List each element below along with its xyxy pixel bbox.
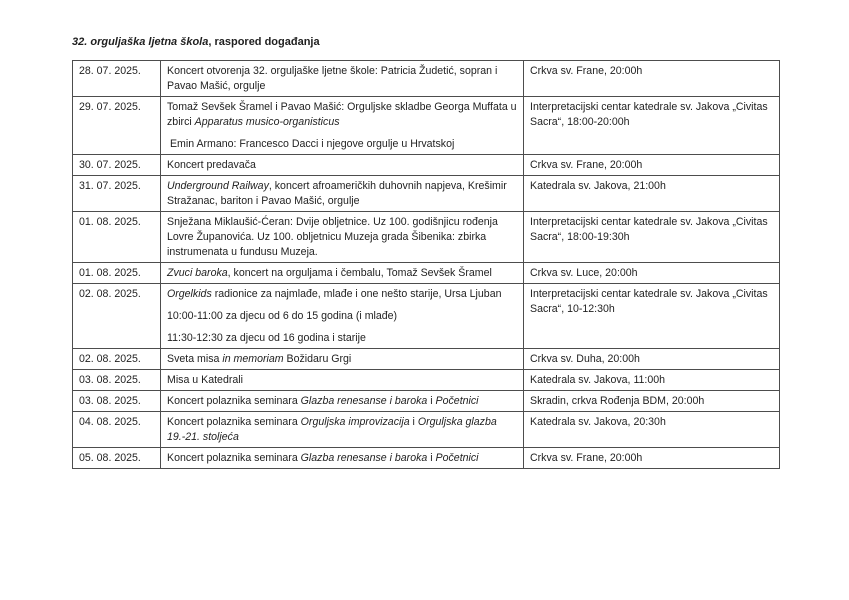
- description-cell: [161, 349, 524, 370]
- location-cell: Crkva sv. Frane, 20:00h: [524, 448, 780, 469]
- description-paragraph: [167, 415, 517, 445]
- description-paragraph: [167, 451, 517, 466]
- table-row: [73, 412, 780, 448]
- description-text: Koncert polaznika seminara: [167, 416, 301, 428]
- page-title-rest: , raspored događanja: [208, 36, 320, 48]
- location-cell: Interpretacijski centar katedrale sv. Jakova „Civitas Sacra“, 18:00-20:00h: [524, 97, 780, 155]
- table-row: [73, 263, 780, 284]
- date-cell: 01. 08. 2025.: [73, 263, 161, 284]
- description-paragraph: [167, 100, 520, 130]
- date-cell: 02. 08. 2025.: [73, 349, 161, 370]
- description-paragraph: [167, 309, 517, 324]
- description-text: Snježana Miklaušić-Ćeran: Dvije obljetnice. Uz 100. godišnjicu rođenja Lovre Županovića. Uz 100. obljetnicu Muzeja grada Šibenika: zbirka instrumenata u fundusu Muzeja.: [167, 216, 501, 258]
- description-italic-text: Orguljska glazba 19.-21. stoljeća: [167, 416, 500, 443]
- description-cell: [161, 448, 524, 469]
- date-cell: 31. 07. 2025.: [73, 176, 161, 212]
- table-row: [73, 370, 780, 391]
- description-cell: [161, 97, 524, 155]
- description-text: Sveta misa: [167, 353, 223, 365]
- description-text: i: [409, 416, 418, 428]
- table-row: [73, 391, 780, 412]
- location-cell: Interpretacijski centar katedrale sv. Jakova „Civitas Sacra“, 10-12:30h: [524, 284, 780, 349]
- description-cell: [161, 284, 524, 349]
- description-text: , koncert na orguljama i čembalu, Tomaž Sevšek Šramel: [227, 267, 492, 279]
- description-italic-text: Početnici: [435, 452, 479, 464]
- location-cell: Katedrala sv. Jakova, 11:00h: [524, 370, 780, 391]
- table-row: [73, 155, 780, 176]
- description-text: Emin Armano: Francesco Dacci i njegove orgulje u Hrvatskoj: [167, 138, 455, 150]
- date-cell: 02. 08. 2025.: [73, 284, 161, 349]
- table-row: [73, 284, 780, 349]
- location-cell: Katedrala sv. Jakova, 21:00h: [524, 176, 780, 212]
- description-paragraph: [167, 287, 517, 302]
- location-cell: Interpretacijski centar katedrale sv. Jakova „Civitas Sacra“, 18:00-19:30h: [524, 212, 780, 263]
- location-cell: Katedrala sv. Jakova, 20:30h: [524, 412, 780, 448]
- description-italic-text: in memoriam: [222, 353, 284, 365]
- date-cell: 04. 08. 2025.: [73, 412, 161, 448]
- description-italic-text: Apparatus musico-organisticus: [194, 116, 340, 128]
- description-cell: [161, 391, 524, 412]
- location-cell: Crkva sv. Frane, 20:00h: [524, 155, 780, 176]
- description-text: Koncert polaznika seminara: [167, 395, 301, 407]
- description-cell: [161, 176, 524, 212]
- description-text: Misa u Katedrali: [167, 374, 243, 386]
- date-cell: 05. 08. 2025.: [73, 448, 161, 469]
- description-text: Koncert otvorenja 32. orguljaške ljetne škole: Patricia Žudetić, sopran i Pavao Mašić, orgulje: [167, 65, 501, 92]
- table-row: [73, 61, 780, 97]
- schedule-table: [72, 60, 780, 469]
- description-italic-text: Početnici: [435, 395, 479, 407]
- description-paragraph: [167, 373, 517, 388]
- description-cell: [161, 155, 524, 176]
- table-row: [73, 349, 780, 370]
- description-paragraph: [167, 352, 517, 367]
- date-cell: 03. 08. 2025.: [73, 391, 161, 412]
- description-text: i: [427, 395, 436, 407]
- location-cell: Crkva sv. Duha, 20:00h: [524, 349, 780, 370]
- description-italic-text: Underground Railway: [167, 180, 269, 192]
- description-paragraph: [167, 215, 517, 260]
- schedule-table-body: [73, 61, 780, 469]
- description-paragraph: [167, 137, 517, 152]
- description-cell: [161, 412, 524, 448]
- description-italic-text: Glazba renesanse i baroka: [300, 395, 428, 407]
- date-cell: 03. 08. 2025.: [73, 370, 161, 391]
- description-cell: [161, 212, 524, 263]
- date-cell: 28. 07. 2025.: [73, 61, 161, 97]
- description-italic-text: Orguljska improvizacija: [300, 416, 410, 428]
- description-text: 11:30-12:30 za djecu od 16 godina i starije: [167, 332, 366, 344]
- description-text: 10:00-11:00 za djecu od 6 do 15 godina (i mlađe): [167, 310, 398, 322]
- description-text: Tomaž Sevšek Šramel i Pavao Mašić: Orguljske skladbe Georga Muffata u zbirci: [167, 101, 520, 128]
- description-text: i: [427, 452, 436, 464]
- description-italic-text: Glazba renesanse i baroka: [300, 452, 428, 464]
- page-title: [72, 36, 320, 48]
- location-cell: Skradin, crkva Rođenja BDM, 20:00h: [524, 391, 780, 412]
- date-cell: 30. 07. 2025.: [73, 155, 161, 176]
- description-paragraph: [167, 394, 517, 409]
- description-cell: [161, 61, 524, 97]
- description-paragraph: [167, 331, 517, 346]
- date-cell: 29. 07. 2025.: [73, 97, 161, 155]
- table-row: [73, 212, 780, 263]
- table-row: [73, 448, 780, 469]
- description-paragraph: [167, 158, 517, 173]
- description-text: Božidaru Grgi: [283, 353, 352, 365]
- description-italic-text: Orgelkids: [167, 288, 212, 300]
- date-cell: 01. 08. 2025.: [73, 212, 161, 263]
- description-paragraph: [167, 179, 517, 209]
- location-cell: Crkva sv. Frane, 20:00h: [524, 61, 780, 97]
- description-paragraph: [167, 64, 517, 94]
- description-cell: [161, 370, 524, 391]
- description-paragraph: [167, 266, 517, 281]
- page-title-emphasis: 32. orguljaška ljetna škola: [72, 36, 209, 48]
- table-row: [73, 97, 780, 155]
- description-text: radionice za najmlađe, mlađe i one nešto starije, Ursa Ljuban: [211, 288, 502, 300]
- description-italic-text: Zvuci baroka: [167, 267, 228, 279]
- description-cell: [161, 263, 524, 284]
- description-text: Koncert polaznika seminara: [167, 452, 301, 464]
- description-text: , koncert afroameričkih duhovnih napjeva, Krešimir Stražanac, bariton i Pavao Mašić, orgulje: [167, 180, 510, 207]
- description-text: Koncert predavača: [167, 159, 256, 171]
- table-row: [73, 176, 780, 212]
- location-cell: Crkva sv. Luce, 20:00h: [524, 263, 780, 284]
